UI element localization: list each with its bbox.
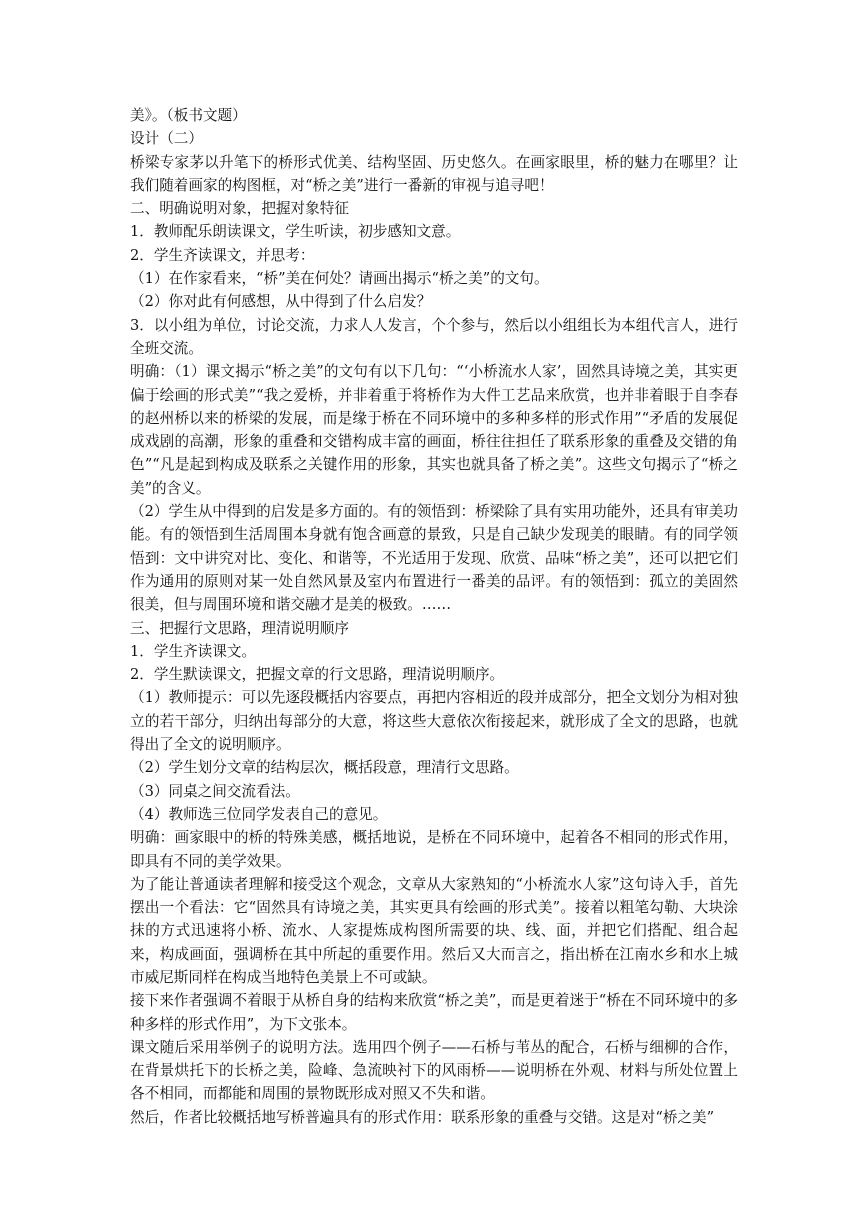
sub-item: （3）同桌之间交流看法。 xyxy=(130,782,300,800)
step-item: 2．学生齐读课文，并思考： xyxy=(130,246,315,264)
design-heading: 设计（二） xyxy=(130,130,203,148)
step-item: 1．教师配乐朗读课文，学生听读，初步感知文意。 xyxy=(130,223,461,241)
body-paragraph: 然后，作者比较概括地写桥普遍具有的形式作用：联系形象的重叠与交错。这是对“桥之美” xyxy=(130,1108,715,1126)
clarification-paragraph: 明确：画家眼中的桥的特殊美感，概括地说，是桥在不同环境中，起着各不相同的形式作用，即具有不同的美学效果。 xyxy=(130,829,738,870)
intro-paragraph: 桥梁专家茅以升笔下的桥形式优美、结构坚固、历史悠久。在画家眼里，桥的魅力在哪里？让我们随着画家的构图框，对“桥之美”进行一番新的审视与追寻吧！ xyxy=(130,153,738,194)
body-paragraph: 为了能让普通读者理解和接受这个观念，文章从大家熟知的“小桥流水人家”这句诗入手，首先摆出一个看法：它“固然具有诗境之美，其实更具有绘画的形式美”。接着以粗笔勾勒、大块涂抹的方式迅速将小桥、流水、人家提炼成构图所需要的块、线、面，并把它们搭配、组合起来，构成画面，强调桥在其中所起的重要作用。然后又大而言之，指出桥在江南水乡和水上城市威尼斯同样在构成当地特色美景上不可或缺。 xyxy=(130,875,738,986)
step-item: 3．以小组为单位，讨论交流，力求人人发言，个个参与，然后以小组组长为本组代言人，进行全班交流。 xyxy=(130,316,738,357)
sub-item: （4）教师选三位同学发表自己的意见。 xyxy=(130,805,388,823)
body-paragraph: 接下来作者强调不着眼于从桥自身的结构来欣赏“桥之美”，而是更着迷于“桥在不同环境中的多种多样的形式作用”，为下文张本。 xyxy=(130,992,738,1033)
sub-item: （1）在作家看来，“桥”美在何处？请画出揭示“桥之美”的文句。 xyxy=(130,270,549,288)
body-paragraph: 课文随后采用举例子的说明方法。选用四个例子——石桥与苇丛的配合，石桥与细柳的合作，在背景烘托下的长桥之美，险峰、急流映衬下的风雨桥——说明桥在外观、材料与所处位置上各不相同，而都能和周围的景物既形成对照又不失和谐。 xyxy=(130,1038,738,1103)
clarification-paragraph: 明确：（1）课文揭示“桥之美”的文句有以下几句：“‘小桥流水人家’，固然具诗境之美，其实更偏于绘画的形式美”“我之爱桥，并非着重于将桥作为大件工艺品来欣赏，也并非着眼于自李春的赵州桥以来的桥梁的发展，而是缘于桥在不同环境中的多种多样的形式作用”“矛盾的发展促成戏剧的高潮，形象的重叠和交错构成丰富的画面，桥往往担任了联系形象的重叠及交错的角色”“凡是起到构成及联系之关键作用的形象，其实也就具备了桥之美”。这些文句揭示了“桥之美”的含义。 xyxy=(130,363,738,497)
step-item: 1．学生齐读课文。 xyxy=(130,642,257,660)
sub-item: （1）教师提示：可以先逐段概括内容要点，再把内容相近的段并成部分，把全文划分为相对独立的若干部分，归纳出每部分的大意，将这些大意依次衔接起来，就形成了全文的思路，也就得出了全文的说明顺序。 xyxy=(130,689,738,754)
section-heading-3: 三、把握行文思路，理清说明顺序 xyxy=(130,619,349,637)
section-heading-2: 二、明确说明对象，把握对象特征 xyxy=(130,200,349,218)
document-body xyxy=(130,104,738,1129)
sub-item: （2）学生划分文章的结构层次，概括段意，理清行文思路。 xyxy=(130,759,519,777)
step-item: 2．学生默读课文，把握文章的行文思路，理清说明顺序。 xyxy=(130,666,505,684)
sub-item: （2）学生从中得到的启发是多方面的。有的领悟到：桥梁除了具有实用功能外，还具有审美功能。有的领悟到生活周围本身就有饱含画意的景致，只是自己缺少发现美的眼睛。有的同学领悟到：文中讲究对比、变化、和谐等，不光适用于发现、欣赏、品味“桥之美”，还可以把它们作为通用的原则对某一处自然风景及室内布置进行一番美的品评。有的领悟到：孤立的美固然很美，但与周围环境和谐交融才是美的极致。…… xyxy=(130,503,738,614)
sub-item: （2）你对此有何感想，从中得到了什么启发？ xyxy=(130,293,432,311)
paragraph-continuation: 美》。（板书文题） xyxy=(130,107,247,124)
